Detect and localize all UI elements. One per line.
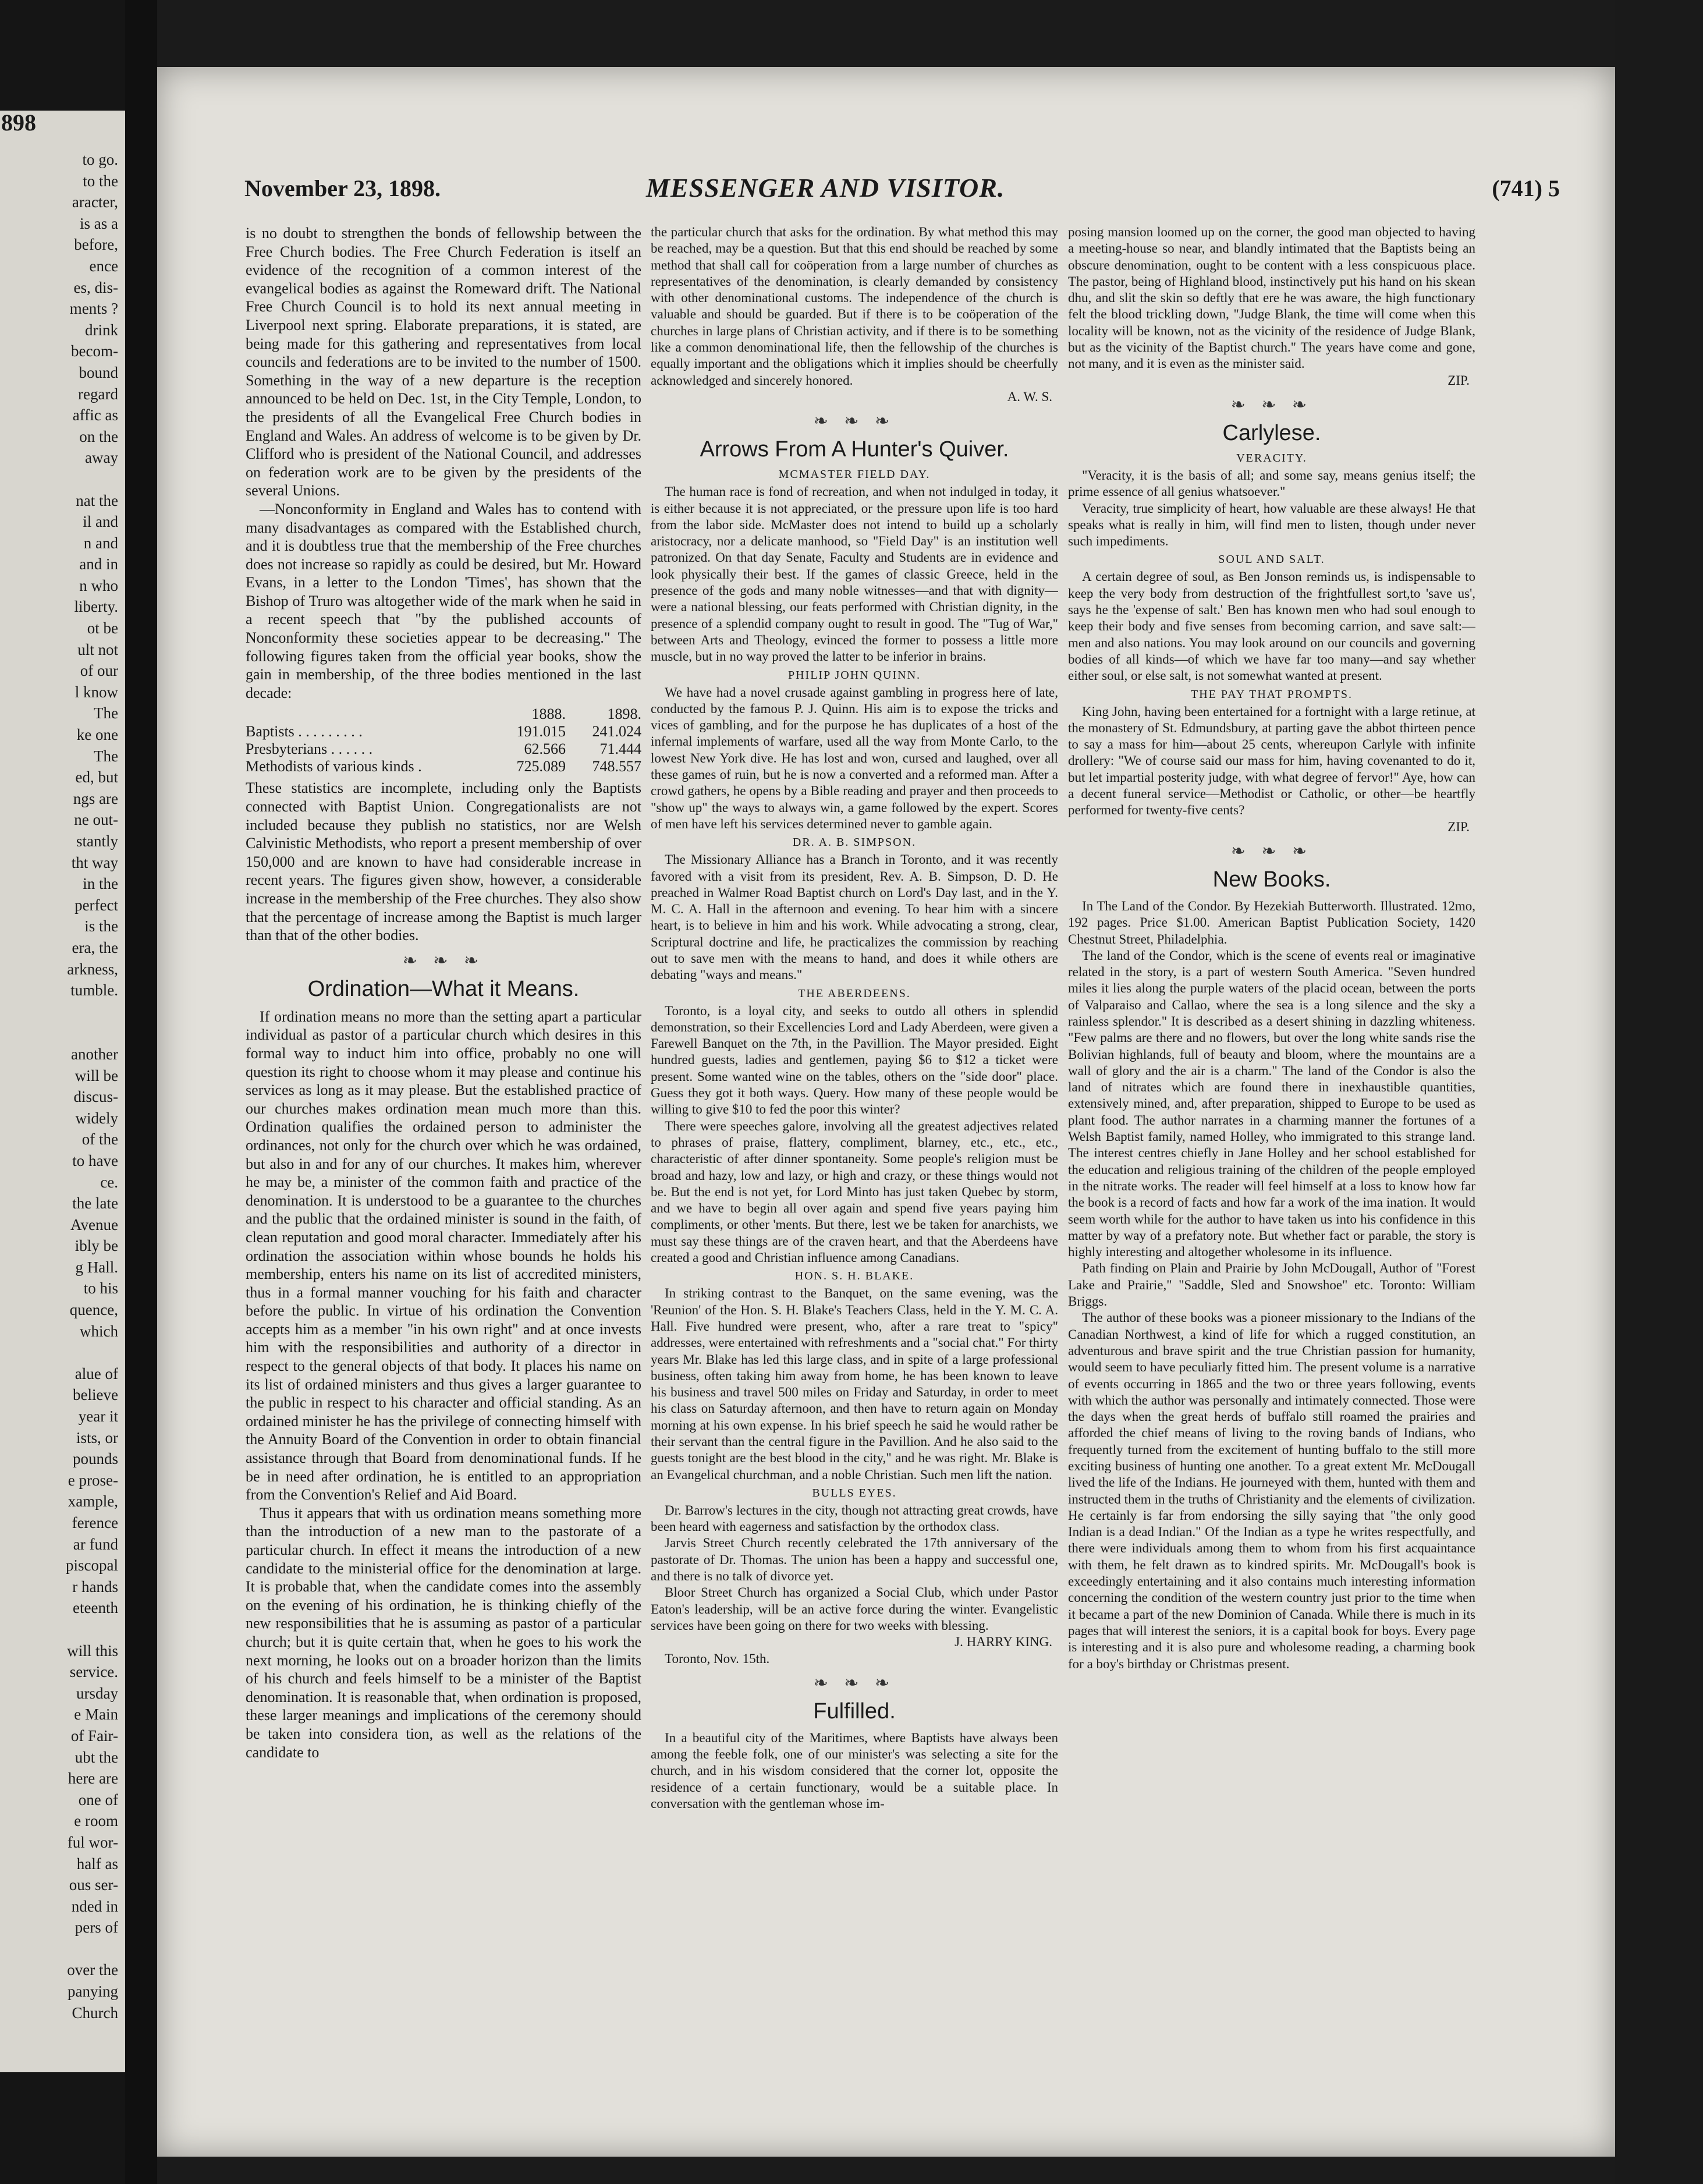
previous-page-line: The (94, 704, 118, 722)
paragraph: A certain degree of soul, as Ben Jonson reminds us, is indispensable to keep the very body from destruction of the frightfullest sort,to 'save us', says he the 'expense of salt.' Ben has known men who had soul enough to keep their body and five senses from becoming carrion, and save salt:—men and also nations. You may look around on our councils and governing bodies of all kinds—of which we have far too many—and say whether either soul, or else salt, is not somewhat wanted at present. (1068, 569, 1475, 683)
previous-page-line: es, dis- (73, 278, 118, 296)
previous-page-line: era, the (72, 938, 118, 956)
subheading: HON. S. H. BLAKE. (794, 1270, 914, 1283)
previous-page-line: service. (69, 1663, 118, 1681)
previous-page-line (0, 469, 125, 490)
previous-page-line: ult not (77, 640, 118, 658)
previous-page-line: of the (81, 1130, 118, 1148)
previous-page-line: to have (72, 1151, 118, 1169)
previous-page-line: pers of (74, 1919, 118, 1937)
previous-page-line: ence (89, 257, 118, 275)
paragraph: In The Land of the Condor. By Hezekiah Butterworth. Illustrated. 12mo, 192 pages. Price $1.00. American Baptist Publication Society, 1420 Chestnut Street, Philadelphia. (1068, 898, 1475, 946)
previous-page-line: drink (85, 321, 118, 339)
previous-page-line: nat the (76, 491, 118, 509)
previous-page-line: and in (79, 555, 118, 573)
table-row (246, 740, 641, 758)
previous-page-line: Avenue (70, 1215, 118, 1233)
paragraph: The Missionary Alliance has a Branch in Toronto, and it was recently favored with a visit from its president, Rev. A. B. Simpson, D. D. He preached in Walmer Road Baptist church on Lord's Day last, and in the Y. M. C. A. Hall in the afternoon and evening. To hear him with a sincere heart, is to believe in him and his work. While advocating a strong, clear, Scriptural doctrine and life, he practicalizes the commission by reaching out to save men with the means to hand, and does it while others are debating "ways and means." (651, 852, 1058, 983)
previous-page-line: on the (79, 427, 118, 445)
previous-page-line: affic as (72, 406, 118, 424)
previous-page-line: pounds (72, 1450, 118, 1468)
paragraph: Jarvis Street Church recently celebrated the 17th anniversary of the pastorate of Dr. Thomas. The union has been a happy and successful one, and there is no talk of divorce yet. (651, 1536, 1058, 1584)
paragraph: These statistics are incomplete, including only the Baptists connected with Baptist Union. Congregationalists are not included because they publish no statistics, nor are Welsh Calvinistic Methodists, who report a present membership of over 150,000 and are known to have had considerable increase in recent years. The figures given show, however, a considerable increase in the membership of the Free churches. They also show that the percentage of increase among the Baptist is much larger than that of the other bodies. (246, 779, 641, 944)
subheading: DR. A. B. SIMPSON. (792, 836, 917, 849)
ornament-divider: ❧ ❧ ❧ (402, 951, 485, 970)
paragraph: In a beautiful city of the Maritimes, where Baptists have always been among the feeble folk, one of our minister's was selecting a site for the church, and in his wisdom considered that the corner lot, opposite the residence of a certain functionary, would be a suitable place. In conversation with the gentleman whose im- (651, 1730, 1058, 1811)
previous-page-line: l know (74, 683, 118, 701)
previous-page-line: eteenth (73, 1599, 118, 1617)
membership-table (246, 705, 641, 775)
previous-page-line: n and (83, 534, 118, 552)
previous-page-line: in the (83, 875, 118, 893)
previous-page-line: to go. (82, 151, 118, 168)
table-header-cell (246, 705, 490, 723)
paragraph: the particular church that asks for the ordination. By what method this may be reached, may be a question. But that this end should be reached by some method that shall call for coöperation from a large number of churches as representatives of the denomination, is clearly demanded by consistency with other denominational customs. The independence of the church is valuable and should be guarded. But if there is to be coöperation of the churches in large plans of Christian activity, and if there is to be something like a common denominational life, then the fellowship of the churches is equally important and the obligations which it implies should be cheerfully acknowledged and sincerely honored. (651, 225, 1058, 388)
previous-page-line: is the (84, 917, 118, 935)
previous-page-line: ce. (100, 1173, 118, 1191)
previous-page-line: will this (67, 1641, 118, 1660)
table-header-row (246, 705, 641, 723)
subheading: THE ABERDEENS. (798, 987, 911, 1000)
paragraph: posing mansion loomed up on the corner, the good man objected to having a meeting-house so near, and blandly intimated that the Baptists being an obscure denomination, ought to be content with a less conspicuous place. The pastor, being of Highland blood, instinctively put his hand on his skean dhu, and slit the skin so deftly that ere he was aware, the high functionary felt the blood trickling down, "Judge Blank, the time will come when this locality will be known, not as the vicinity of the residence of Judge Blank, but as the vicinity of the Baptist church." The years have come and gone, not many, and it is even as the minister said. (1068, 225, 1475, 371)
subheading: VERACITY. (1236, 451, 1307, 465)
article-title-carlylese: Carlylese. (1222, 420, 1321, 445)
table-cell: 748.557 (592, 758, 641, 775)
table-cell: Baptists . . . . . . . . . (246, 723, 363, 740)
previous-page-line: liberty. (74, 598, 118, 616)
previous-page-line: il and (83, 513, 118, 531)
previous-page-line: over the (67, 1961, 118, 1979)
column-1 (246, 224, 641, 2087)
paragraph: King John, having been entertained for a fortnight with a large retinue, at the monastery of St. Edmundsbury, at parting gave the abbot thirteen pence to say a mass for him—about 25 cents, whereupon Carlyle with infinite drollery: "We of course said our mass for him, having covenanted to do it, but let impartial posterity judge, with what degree of fervor!" Aye, how can a decent funeral service—Methodist or Catholic, or other—be heartfly performed for twenty-five cents? (1068, 704, 1475, 818)
previous-page-line: ference (72, 1514, 118, 1531)
previous-page-line: away (85, 449, 118, 467)
article-title-arrows: Arrows From A Hunter's Quiver. (700, 437, 1009, 462)
article-title-fulfilled: Fulfilled. (813, 1699, 896, 1724)
signature: ZIP. (1447, 373, 1470, 388)
previous-page-line: ne out- (74, 811, 118, 829)
paragraph: "Veracity, it is the basis of all; and some say, means genius itself; the prime essence of all genius whatsoever." (1068, 467, 1475, 499)
previous-page-line: ists, or (76, 1428, 118, 1446)
paragraph: In striking contrast to the Banquet, on the same evening, was the 'Reunion' of the Hon. S. H. Blake's Teachers Class, held in the Y. M. C. A. Hall. Five hundred were present, who, after a rare treat to "spicy" addresses, were entertained with refreshments and a "social chat." For thirty years Mr. Blake has led this large class, and in spite of a large professional business, often taking him away from home, he has been known to leave his business and travel 500 miles on Friday and Saturday, in order to meet his class on Saturday afternoon, and then have to return again on Monday morning at his own expense. In his brief speech he said he would rather be their servant than the central figure in the Pavillion. And he also said to the guests tonight are the best blood in the city," and he was right. Mr. Blake is an Evangelical churchman, and a noble Christian. Such men lift the nation. (651, 1286, 1058, 1482)
previous-page-line: ibly be (74, 1237, 118, 1255)
previous-page-line: will be (74, 1066, 118, 1084)
subheading: MCMASTER FIELD DAY. (778, 468, 931, 481)
previous-page-line: The (94, 747, 118, 765)
previous-page-line: bound (79, 363, 118, 381)
paragraph: Toronto, is a loyal city, and seeks to outdo all others in splendid demonstration, so their Excellencies Lord and Lady Aberdeen, were given a Farewell Banquet on the 7th, in the Pavillion. The Mayor presided. Eight hundred guests, ladies and gentlemen, paying $6 to $12 a ticket were present. Some wanted wine on the tables, others on the "side door" place. Guess they got it both ways. Query. How many of these people would be willing to give $10 to fed the poor this winter? (651, 1003, 1058, 1117)
newspaper-page (157, 67, 1615, 2157)
header-page-number: (741) 5 (1492, 175, 1560, 201)
previous-page-line: ursday (76, 1684, 118, 1702)
previous-page-line: before, (74, 236, 118, 254)
previous-page-line: widely (75, 1109, 118, 1127)
previous-page-line: here are (68, 1770, 118, 1788)
previous-page-line (0, 1619, 125, 1640)
previous-page-line: ous ser- (69, 1876, 118, 1894)
paragraph: Bloor Street Church has organized a Social Club, which under Pastor Eaton's leadership, will be an active force during the winter. Evangelistic services have been going on there for two weeks with blessing. (651, 1585, 1058, 1633)
table-cell: 71.444 (599, 740, 641, 758)
subheading: PHILIP JOHN QUINN. (787, 668, 921, 682)
paragraph: Veracity, true simplicity of heart, how valuable are these always! He that speaks what is really in him, will find men to listen, though under never such impediments. (1068, 501, 1475, 549)
table-cell: 241.024 (592, 723, 641, 740)
paragraph: Dr. Barrow's lectures in the city, though not attracting great crowds, have been heard with eagerness and satisfaction by the orthodox class. (651, 1502, 1058, 1534)
article-title-ordination: Ordination—What it Means. (307, 976, 580, 1001)
header-date: November 23, 1898. (244, 175, 441, 201)
paragraph: Thus it appears that with us ordination means something more than the introduction of a new man to the pastorate of a particular church. In effect it means the introduction of a new candidate to the ministerial office for the denomination at large. It is probable that, when the candidate comes into the assembly on the evening of his ordination, he is thinking chiefly of the new responsibilities that he is assuming as pastor of a particular church; but it is quite certain that, when he goes to his work the next morning, he looks out on a broader horizon than the limits of his church and feels himself to be a minister of the Baptist denomination. It is reasonable that, when ordination is proposed, these larger meanings and implications of the ceremony should be taken into considera tion, as well as the relations of the candidate to (246, 1504, 641, 1761)
table-row (246, 758, 641, 775)
previous-page-line: ot be (87, 619, 118, 637)
previous-page-line: of Fair- (70, 1726, 118, 1745)
scan-right-edge (1615, 0, 1703, 2184)
previous-page-line: panying (68, 1983, 118, 2001)
paragraph: is no doubt to strengthen the bonds of fellowship between the Free Church bodies. The Free Church Federation is itself an evidence of the recognition of a common interest of the evangelical bodies as against the Romeward drift. The National Free Church Council is to hold its next annual meeting in Liverpool next spring. Elaborate preparations, it is stated, are being made for this gathering and representatives from local councils and federations are to be invited to the number of 1500. Something in the way of a new departure is the reception announced to be held on Dec. 1st, in the City Temple, London, to the presidents of all the Evangelical Free Church bodies in England and Wales. An address of welcome is to be given by Dr. Clifford who is president of the National Council, and addresses on federation work are to be given by the presidents of the several Unions. (246, 225, 641, 499)
previous-page-line: alue of (74, 1364, 118, 1382)
previous-page-line (0, 1022, 125, 1044)
previous-page-line: e prose- (68, 1471, 118, 1489)
previous-page-fragment (0, 111, 125, 2072)
previous-page-line: perfect (74, 896, 118, 914)
previous-page-text (0, 149, 125, 2023)
previous-page-line: nded in (71, 1897, 118, 1915)
paragraph: Path finding on Plain and Prairie by John McDougall, Author of "Forest Lake and Prairie," "Saddle, Sled and Snowshoe" etc. Toronto: William Briggs. (1068, 1261, 1475, 1309)
paragraph: —Nonconformity in England and Wales has to contend with many disadvantages as compared with the Established church, and it is doubtless true that the membership of the Free churches does not increase so rapidly as could be desired, but Mr. Howard Evans, in a letter to the London 'Times', has shown that the Bishop of Truro was altogether wide of the mark when he said in a recent speech that "by the published accounts of Nonconformity these societies appear to be decreasing." The following figures taken from the official year books, show the gain in membership, of the three bodies mentioned in the last decade: (246, 500, 641, 701)
ornament-divider: ❧ ❧ ❧ (813, 1673, 896, 1693)
table-row (246, 723, 641, 740)
paragraph: There were speeches galore, involving all the greatest adjectives related to phrases of praise, flattery, compliment, blarney, etc., etc., etc., characteristic of after dinner spontaneity. Some people's religion must be broad and hazy, low and lazy, or high and crazy, or these things would not be. But the end is not yet, for Lord Minto has just taken Quebec by storm, and we have to begin all over again and spend five years paying him compliments, or other 'ments. But there, lest we be taken for anarchists, we must say these things are of the craven heart, and that the Aberdeens have created a good and Christian influence among Canadians. (651, 1118, 1058, 1265)
table-cell: 725.089 (516, 758, 566, 775)
table-cell: Methodists of various kinds . (246, 758, 422, 775)
ornament-divider: ❧ ❧ ❧ (813, 412, 896, 431)
table-header-cell: 1898. (607, 705, 641, 723)
column-2 (651, 224, 1058, 2087)
ornament-divider: ❧ ❧ ❧ (1230, 841, 1313, 861)
previous-page-line: ed, but (75, 768, 118, 786)
previous-page-line: g Hall. (75, 1258, 118, 1276)
header-title: MESSENGER AND VISITOR. (646, 173, 1005, 203)
previous-page-line: becom- (71, 342, 118, 360)
previous-page-line: year it (78, 1407, 118, 1426)
previous-page-line: one of (78, 1791, 118, 1809)
previous-page-number: 898 (1, 111, 36, 136)
signature: J. HARRY KING. (955, 1635, 1052, 1650)
dateline: Toronto, Nov. 15th. (665, 1651, 770, 1666)
previous-page-line: tumble. (70, 981, 118, 999)
article-title-new-books: New Books. (1212, 867, 1331, 892)
table-cell: 191.015 (516, 723, 566, 740)
ornament-divider: ❧ ❧ ❧ (1230, 395, 1313, 414)
signature: ZIP. (1447, 819, 1470, 834)
previous-page-line: to his (83, 1279, 118, 1297)
previous-page-line: quence, (69, 1301, 118, 1319)
previous-page-line: xample, (68, 1492, 118, 1511)
paragraph: We have had a novel crusade against gambling in progress here of late, conducted by the famous P. J. Quinn. His aim is to expose the tricks and vices of gambling, and for the purpose he has duplicates of a host of the infernal implements of warfare, used all the way from Monte Carlo, to the lowest New York dive. He has lost and won, cursed and laughed, over all these games of ruin, but he is now a converted and a reformed man. After a crowd gathers, he opens by a Bible reading and prayer and then proceeds to "show up" the ways to always win, a game followed by the expert. Scores of men have left his services determined never to gamble again. (651, 685, 1058, 831)
previous-page-line: r hands (72, 1577, 118, 1596)
previous-page-line (0, 1342, 125, 1363)
signature: A. W. S. (1007, 389, 1052, 404)
previous-page-line: ments ? (69, 300, 118, 318)
previous-page-line: n who (79, 576, 118, 594)
previous-page-line (0, 1938, 125, 1960)
subheading: SOUL AND SALT. (1218, 553, 1325, 566)
previous-page-line (0, 1001, 125, 1023)
column-3 (1068, 224, 1475, 2087)
previous-page-line: Church (72, 2004, 118, 2022)
previous-page-line: half as (76, 1855, 118, 1873)
previous-page-line: the late (72, 1194, 118, 1212)
subheading: THE PAY THAT PROMPTS. (1190, 687, 1353, 701)
previous-page-line: stantly (76, 832, 118, 850)
previous-page-line: ngs are (73, 789, 118, 807)
table-cell: Presbyterians . . . . . . (246, 740, 373, 758)
previous-page-line: arkness, (67, 960, 118, 978)
table-cell: 62.566 (524, 740, 566, 758)
previous-page-line: discus- (73, 1088, 118, 1106)
previous-page-line: ke one (76, 726, 118, 744)
previous-page-line: e room (74, 1812, 118, 1830)
previous-page-line: which (80, 1322, 118, 1340)
previous-page-line: another (71, 1045, 118, 1063)
previous-page-line: ubt the (74, 1748, 118, 1766)
previous-page-line: piscopal (66, 1557, 118, 1575)
previous-page-line: ful wor- (67, 1833, 118, 1851)
table-header-cell: 1888. (531, 705, 566, 723)
page-gutter (125, 0, 157, 2184)
previous-page-line: to the (83, 172, 118, 190)
paragraph: The author of these books was a pioneer missionary to the Indians of the Canadian Northwest, a kind of life for which a rugged constitution, an adventurous and brave spirit and the true Christian passion for humanity, would seem to have peculiarly fitted him. The present volume is a narrative of events occurring in 1865 and the two or three years following, events with which the author was personally and intimately connected. Those were the days when the great herds of buffalo still roamed the prairies and afforded the chief means of living to the roving bands of Indians, who frequently turned from the excitement of hunting buffalo to the still more exciting business of hunting one another. To a great extent Mr. McDougall lived the life of the Indians. He journeyed with them, hunted with them and instructed them in the truths of Christianity and the elements of civilization. He certainly is far from endorsing the silly saying that "the only good Indian is a dead Indian." Of the Indian as a type he writes respectfully, and there were individuals among them to whom from his first acquaintance with them, he felt drawn as to kindred spirits. Mr. McDougall's book is exceedingly entertaining and it also contains much interesting information concerning the condition of the western country just prior to the time when it became a part of the new Dominion of Canada. While there is much in its pages that will interest the seniors, it is a capital book for boys. Every page is interesting and it is also pure and wholesome reading, a charming book for a boy's birthday or Christmas present. (1068, 1310, 1475, 1671)
previous-page-line: aracter, (72, 193, 118, 211)
paragraph: The land of the Condor, which is the scene of events real or imaginative related in the story, is a part of western South America. "Seven hundred miles it lies along the purple waters of the placid ocean, between the ports of Valparaiso and Callao, where the sea is a long silence and the sky a rainless splendor." It is described as a desert shining in dazzling whiteness. "Few palms are there and no flowers, but over the long white sands rise the Bolivian highlands, full of beauty and bloom, where the mountains are a wall of glory and the air is a charm." The land of the Condor is also the land of nitrates which are found there in inexhaustible quantities, extensively mined, and, after preparation, shipped to Europe to be used as plant food. The author narrates in a charming manner the fortunes of a Welsh Baptist family, named Holley, who immigrated to this strange land. The interest centres chiefly in Jane Holley and her school established for the education and religious training of the children of the people employed in the nitrate works. The reader will feel himself at a loss to know how far the book is a record of facts and how far a work of the ima ination. It would seem worth while for the author to have taken us into his confidence in this matter by way of a prefatory note. But whether fact or parable, the story is highly interesting and altogether wholesome in its influence. (1068, 948, 1475, 1260)
subheading: BULLS EYES. (812, 1486, 897, 1499)
previous-page-line: tht way (71, 853, 118, 871)
page-header (244, 175, 1560, 215)
paragraph: If ordination means no more than the setting apart a particular individual as pastor of a particular church which desires in this formal way to induct him into office, probably no one will question its right to choose whom it may please and continue his services as long as it may please. But the established practice of our churches makes ordination mean much more than this. Ordination qualifies the ordained person to administer the ordinances, not only for the church over which he was ordained, but also in and for any of our churches. It makes him, wherever he may be, a minister of the common faith and practice of the denomination. It is understood to be a guarantee to the churches and the public that the ordained minister is sound in the faith, of clean reputation and good moral character. Immediately after his ordination the association within whose bounds he holds his membership, enters his name on its list of accredited ministers, thus in a formal manner vouching for his faith and character before the public. In virtue of his ordination the Convention accepts him as a member "in his own right" and at once invests him with the responsibilities and authority of a director in respect to the general objects of that body. It places his name on its list of ordained ministers and thus gives a larger guarantee to the public in respect to his character and official standing. As an ordained minister he has the privilege of connecting himself with the Annuity Board of the Convention in order to obtain financial assistance through that Board from denominational funds. If he be in need after ordination, he is entitled to an appropriation from the Convention's Relief and Aid Board. (246, 1008, 641, 1504)
previous-page-line: ar fund (73, 1535, 118, 1553)
editorial-notes (246, 224, 641, 702)
previous-page-line: e Main (74, 1706, 118, 1724)
previous-page-line: believe (73, 1386, 118, 1404)
previous-page-line: regard (78, 385, 118, 403)
previous-page-line: is as a (80, 214, 118, 232)
previous-page-line: of our (80, 662, 118, 680)
paragraph: The human race is fond of recreation, and when not indulged in today, it is either because it is not appreciated, or the pressure upon life is too hard from the labor side. McMaster does not intend to build up a scholarly aristocracy, nor a delicate manhood, so "Field Day" is an institution well patronized. On that day Senate, Faculty and Students are in evidence and look physically their best. If the games of classic Greece, held in the presence of the gods and many noble witnesses—and that with dignity—were a national blessing, our feats performed with Christian dignity, in the presence of a splendid company ought to result in good. The "Tug of War," between Arts and Theology, evinced the former to possess a little more muscle, but in no way proved the latter to be inferior in brains. (651, 484, 1058, 664)
